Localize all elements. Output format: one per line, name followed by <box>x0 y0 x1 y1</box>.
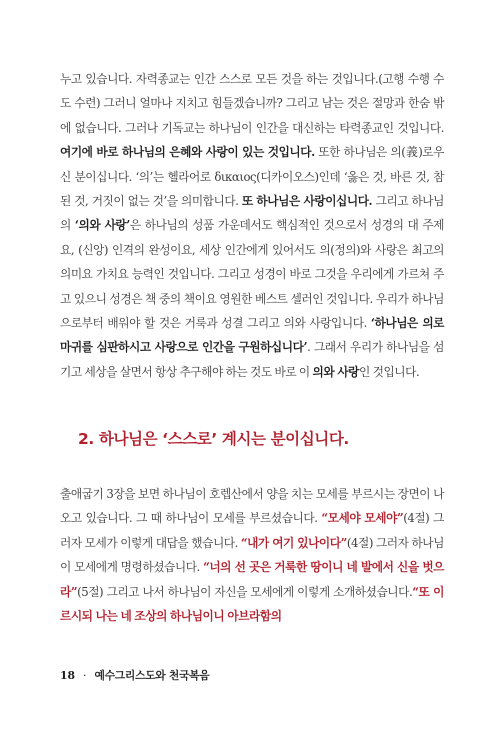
book-title: 예수그리스도와 천국복음 <box>94 669 210 682</box>
footer-separator: · <box>83 669 87 682</box>
quote-here-i-am: “내가 여기 있나이다” <box>240 535 347 550</box>
emphasis-judgment-salvation: ‘하나님은 의로 마귀를 심판하시고 사랑으로 인간을 구원하십니다’ <box>60 316 445 355</box>
text-run: 은 하나님의 성품 가운데서도 핵심적인 것으로서 성경의 대 주제요, (신앙) 인격의 완성이요, 세상 인간에게 있어서도 의(정의)와 사랑은 최고의 의미요 가치요 능력인 것입니다. 그리고 성경이 바로 그것을 우리에게 가르쳐 주고 있으니 성경은 책 중의 책이요 영원한 베스트 셀러인 것입니다. 우리가 하나님으로부터 배워야 할 것은 거룩과 성결 그리고 의와 사랑입니다. <box>60 218 445 331</box>
text-run: 또한 하나님은 의(義)로우신 분이십니다. ‘의’는 헬라어로 δικαιος(디카이오스)인데 ‘옳은 것, 바른 것, 참된 것, 거짓이 없는 것’을 의미합니다. <box>60 145 444 209</box>
text-run: (5절) 그리고 나서 하나님이 자신을 모세에게 이렇게 소개하셨습니다. <box>77 584 413 599</box>
text-run: 인 것입니다. <box>359 364 420 379</box>
text-run: 출애굽기 3장을 보면 하나님이 호렙산에서 양을 치는 모세를 부르시는 장면이 나오고 있습니다. 그 때 하나님이 모세를 부르셨습니다. <box>60 487 444 526</box>
body-paragraph-2 <box>60 482 444 628</box>
quote-moses: “모세야 모세야” <box>321 511 404 526</box>
text-run: (4절) 그러자 하나님이 모세에게 명령하셨습니다. <box>60 535 444 575</box>
emphasis-righteousness-love: ‘의와 사랑’ <box>74 218 130 233</box>
quote-holy-ground: “너의 선 곳은 거룩한 땅이니 네 발에서 신을 벗으라” <box>60 560 444 599</box>
quote-god-of-fathers: “또 이르시되 나는 네 조상의 하나님이니 아브라함의 <box>60 584 444 624</box>
text-run: 그리고 하나님의 <box>60 194 444 233</box>
emphasis-god-is-love: 또 하나님은 사랑이십니다. <box>241 194 373 209</box>
section-heading: 2. 하나님은 ‘스스로’ 계시는 분이십니다. <box>78 430 349 448</box>
text-run: 누고 있습니다. 자력종교는 인간 스스로 모든 것을 하는 것입니다.(고행 수행 수도 수련) 그러니 얼마나 지치고 힘들겠습니까? 그리고 남는 것은 절망과 한숨 밖에 없습니다. 그러나 기독교는 하나님이 인간을 대신하는 타력종교인 것입니다. <box>60 72 444 135</box>
page-footer <box>60 668 209 683</box>
text-run: (4절) 그러자 모세가 이렇게 대답을 했습니다. <box>60 511 444 550</box>
emphasis-grace-love: 여기에 바로 하나님의 은혜와 사랑이 있는 것입니다. <box>60 145 315 160</box>
page-number: 18 <box>60 669 76 682</box>
body-paragraph-1 <box>60 67 444 384</box>
emphasis-righteousness-love-2: 의와 사랑 <box>312 364 360 379</box>
text-run: . 그래서 우리가 하나님을 섬기고 세상을 살면서 항상 추구해야 하는 것도 바로 이 <box>60 340 444 379</box>
